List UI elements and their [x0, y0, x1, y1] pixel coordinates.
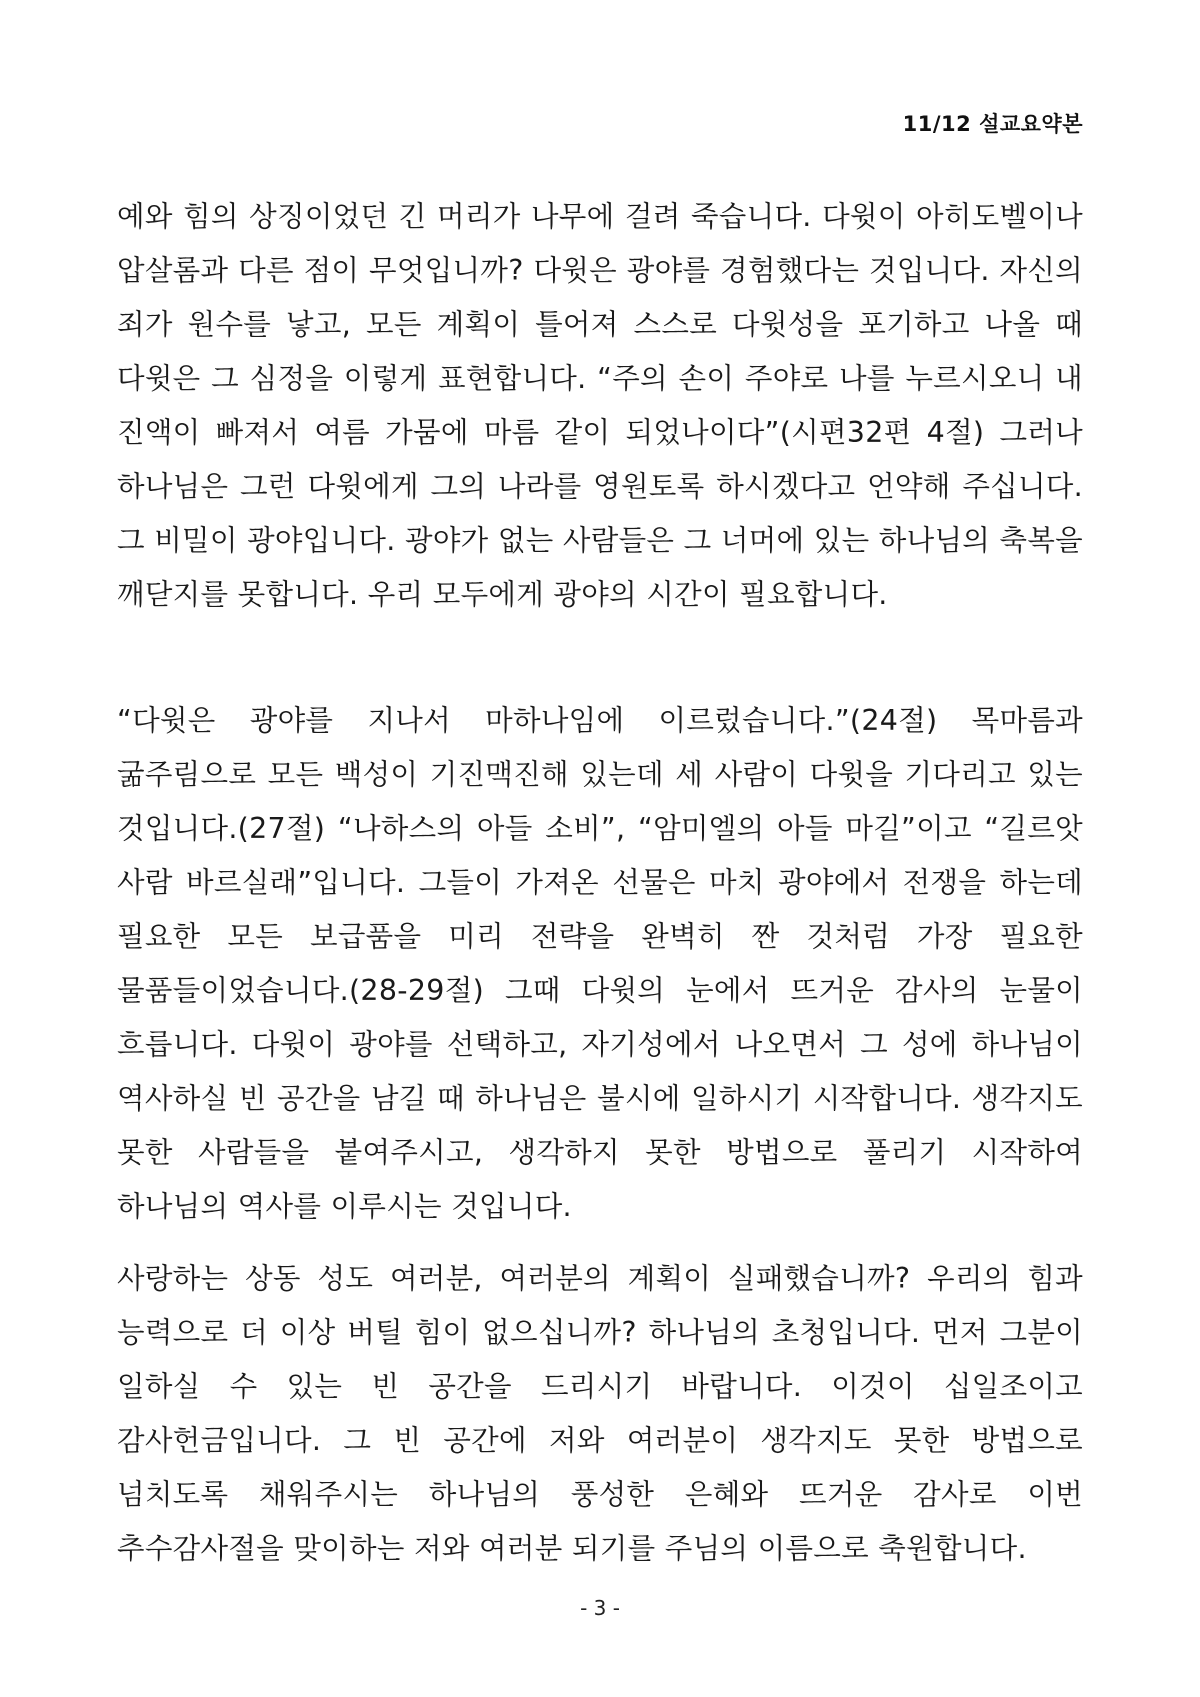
paragraph-1: 예와 힘의 상징이었던 긴 머리가 나무에 걸려 죽습니다. 다윗이 아히도벨이나 압살롬과 다른 점이 무엇입니까? 다윗은 광야를 경험했다는 것입니다. 자신의 죄가 원수를 낳고, 모든 계획이 틀어져 스스로 다윗성을 포기하고 나올 때 다윗은 그 심정을 이렇게 표현합니다. “주의 손이 주야로 나를 누르시오니 내 진액이 빠져서 여름 가뭄에 마름 같이 되었나이다”(시편32편 4절) 그러나 하나님은 그런 다윗에게 그의 나라를 영원토록 하시겠다고 언약해 주십니다. 그 비밀이 광야입니다. 광야가 없는 사람들은 그 너머에 있는 하나님의 축복을 깨닫지를 못합니다. 우리 모두에게 광야의 시간이 필요합니다.	[117, 200, 1083, 611]
page-header: 11/12 설교요약본	[902, 112, 1083, 136]
paragraph-2: “다윗은 광야를 지나서 마하나임에 이르렀습니다.”(24절) 목마름과 굶주림으로 모든 백성이 기진맥진해 있는데 세 사람이 다윗을 기다리고 있는 것입니다.(27절) “나하스의 아들 소비”, “암미엘의 아들 마길”이고 “길르앗 사람 바르실래”입니다. 그들이 가져온 선물은 마치 광야에서 전쟁을 하는데 필요한 모든 보급품을 미리 전략을 완벽히 짠 것처럼 가장 필요한 물품들이었습니다.(28-29절) 그때 다윗의 눈에서 뜨거운 감사의 눈물이 흐릅니다. 다윗이 광야를 선택하고, 자기성에서 나오면서 그 성에 하나님이 역사하실 빈 공간을 남길 때 하나님은 불시에 일하시기 시작합니다. 생각지도 못한 사람들을 붙여주시고, 생각하지 못한 방법으로 풀리기 시작하여 하나님의 역사를 이루시는 것입니다.	[117, 704, 1083, 1223]
paragraph-3: 사랑하는 상동 성도 여러분, 여러분의 계획이 실패했습니까? 우리의 힘과 능력으로 더 이상 버틸 힘이 없으십니까? 하나님의 초청입니다. 먼저 그분이 일하실 수 있는 빈 공간을 드리시기 바랍니다. 이것이 십일조이고 감사헌금입니다. 그 빈 공간에 저와 여러분이 생각지도 못한 방법으로 넘치도록 채워주시는 하나님의 풍성한 은혜와 뜨거운 감사로 이번 추수감사절을 맞이하는 저와 여러분 되기를 주님의 이름으로 축원합니다.	[117, 1262, 1083, 1565]
page-number: - 3 -	[580, 1596, 620, 1620]
